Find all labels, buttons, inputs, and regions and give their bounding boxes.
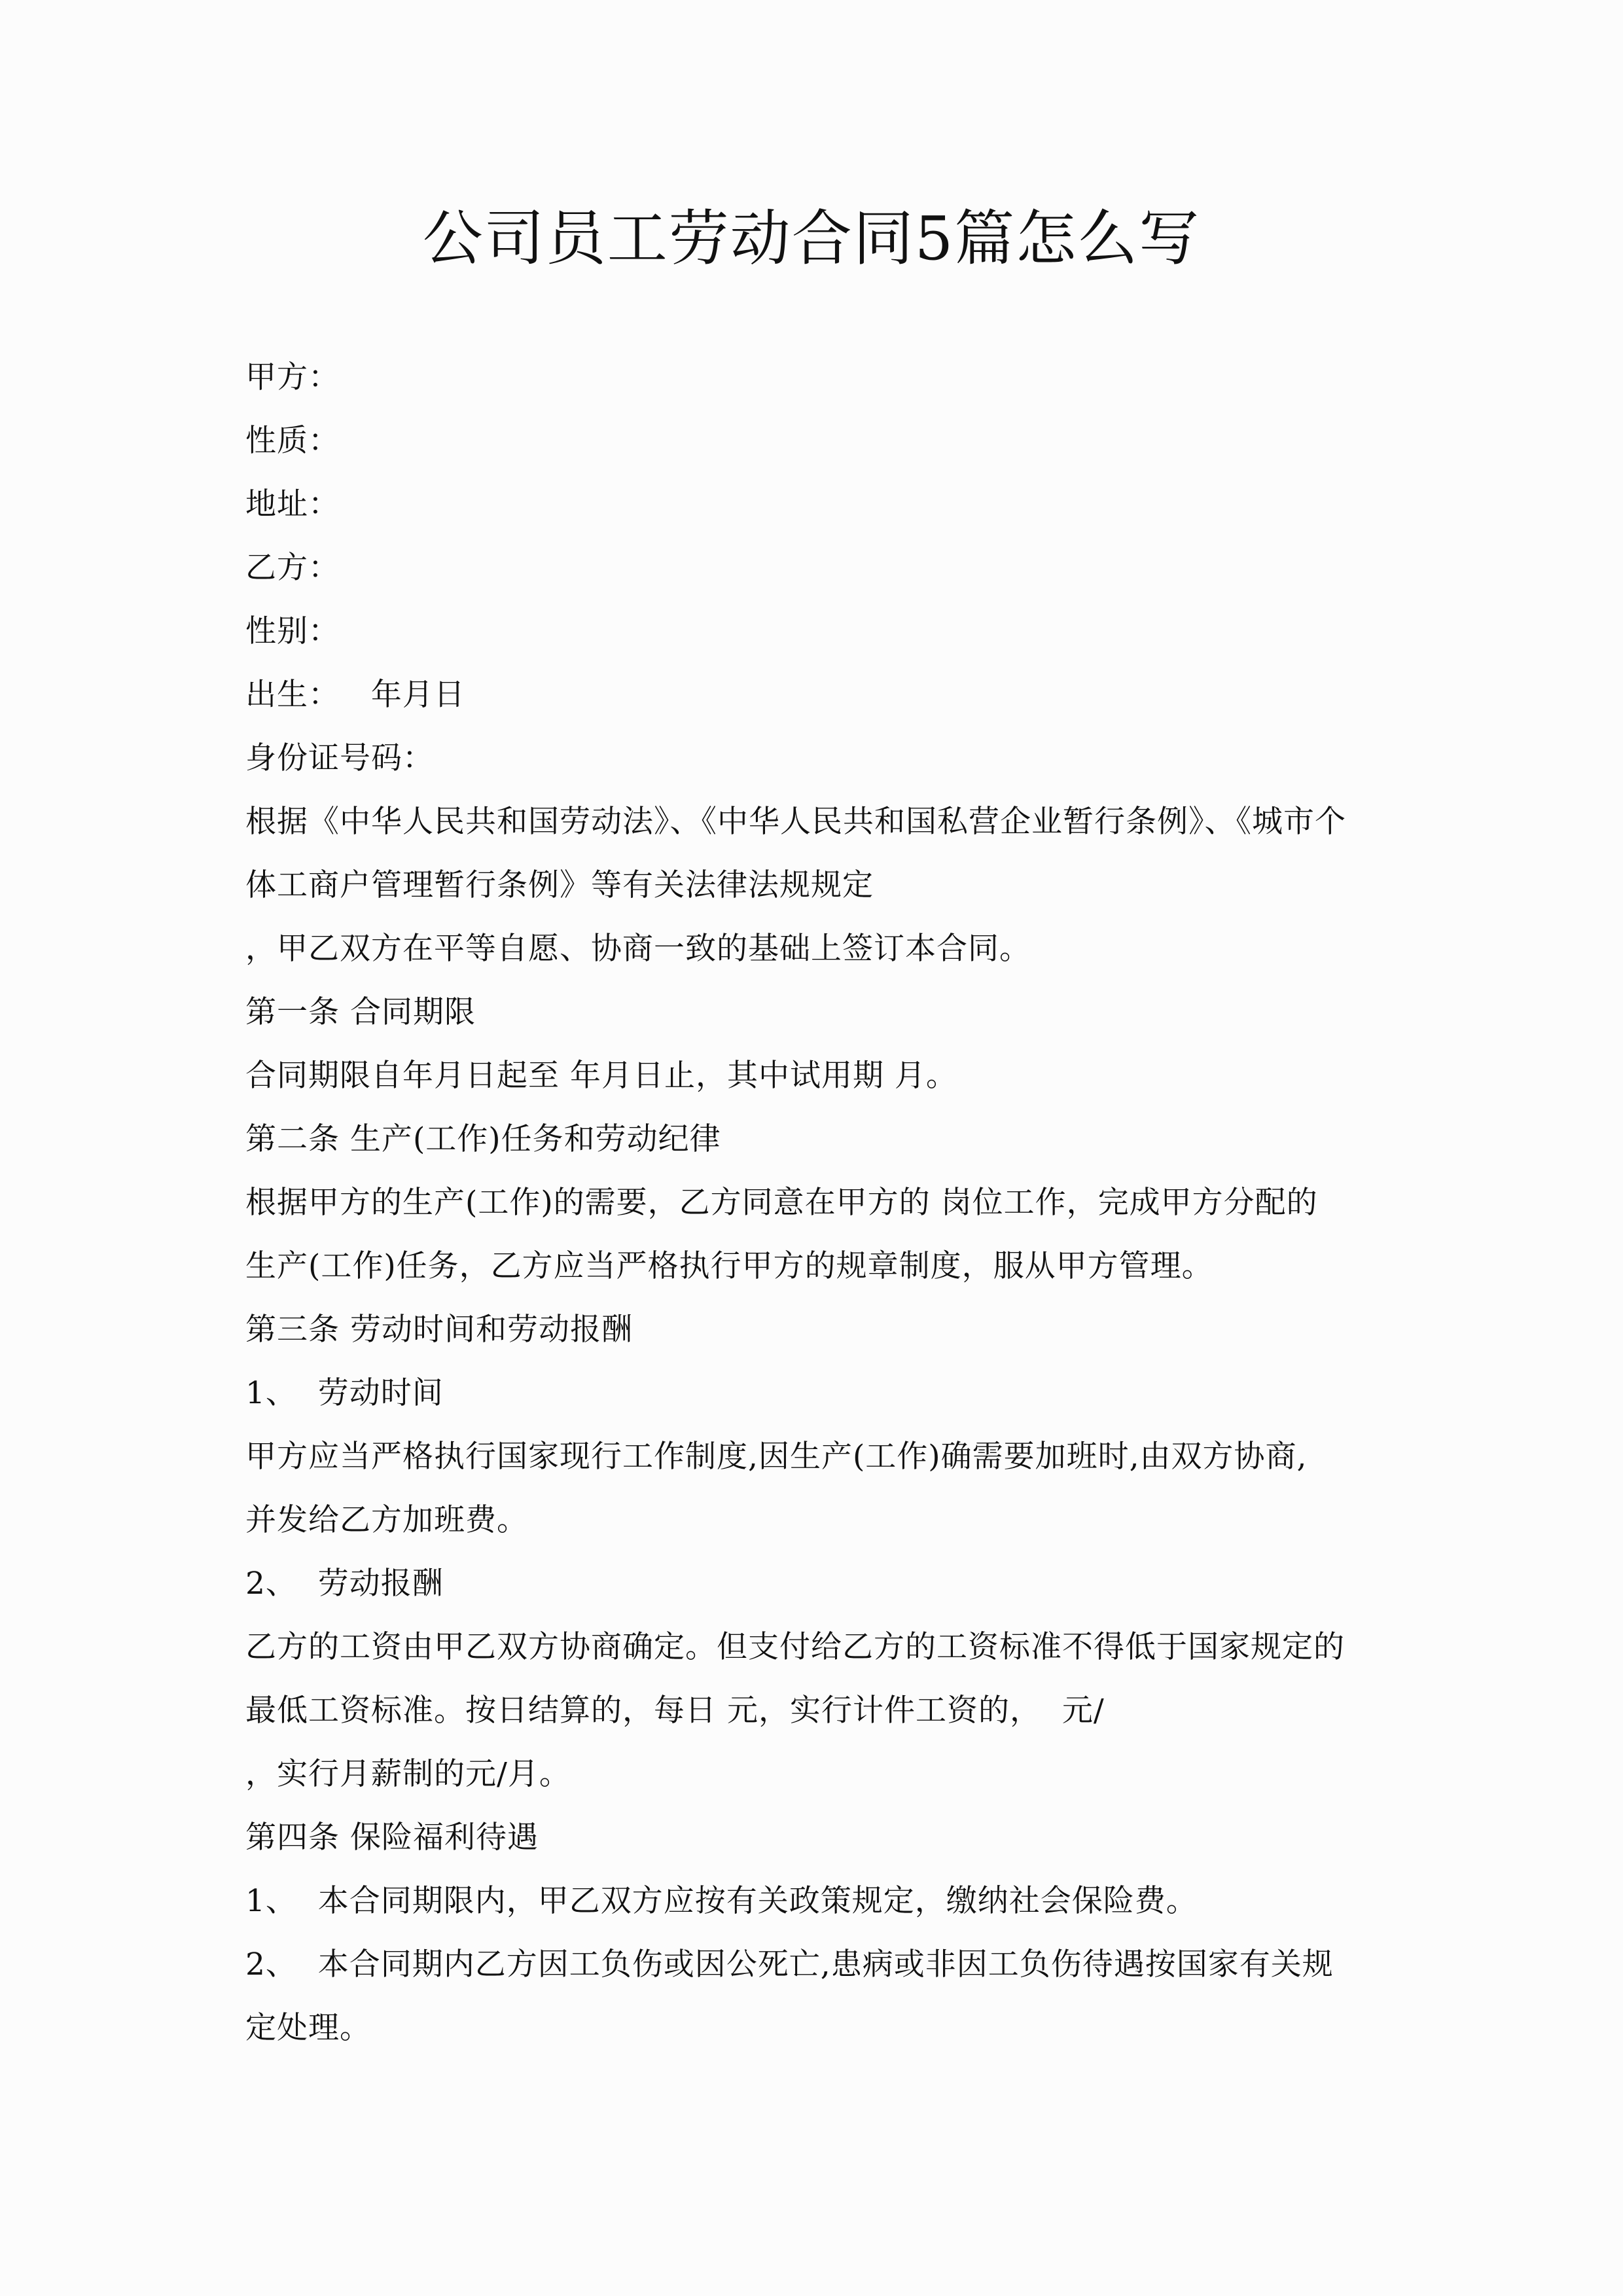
document-title: 公司员工劳动合同5篇怎么写 <box>422 204 1201 274</box>
field-id-number: 身份证号码： <box>245 740 434 776</box>
article-text: 定处理。 <box>245 2010 371 2046</box>
field-birth-date: 出生： 年月日 <box>245 677 465 713</box>
preamble-line: ，甲乙双方在平等自愿、协商一致的基础上签订本合同。 <box>245 931 1031 967</box>
preamble-line: 体工商户管理暂行条例》等有关法律法规规定 <box>245 867 874 903</box>
list-item: 1、 本合同期限内，甲乙双方应按有关政策规定，缴纳社会保险费。 <box>245 1883 1198 1919</box>
field-party-b: 乙方： <box>245 550 340 586</box>
article-text: ，实行月薪制的元/月。 <box>245 1756 571 1792</box>
article-text: 根据甲方的生产(工作)的需要，乙方同意在甲方的 岗位工作，完成甲方分配的 <box>245 1185 1318 1221</box>
subsection-heading: 2、 劳动报酬 <box>245 1566 444 1602</box>
article-text: 合同期限自年月日起至 年月日止，其中试用期 月。 <box>245 1058 957 1094</box>
field-nature: 性质： <box>245 423 340 459</box>
article-text: 并发给乙方加班费。 <box>245 1502 528 1538</box>
article-heading-3: 第三条 劳动时间和劳动报酬 <box>245 1312 633 1348</box>
article-text: 最低工资标准。按日结算的，每日 元，实行计件工资的， 元/ <box>245 1693 1105 1729</box>
subsection-heading: 1、 劳动时间 <box>245 1375 444 1411</box>
article-heading-1: 第一条 合同期限 <box>245 994 476 1030</box>
list-item: 2、 本合同期内乙方因工负伤或因公死亡,患病或非因工负伤待遇按国家有关规 <box>245 1946 1334 1982</box>
article-text: 甲方应当严格执行国家现行工作制度,因生产(工作)确需要加班时,由双方协商, <box>245 1439 1308 1475</box>
field-gender: 性别： <box>245 613 340 649</box>
article-heading-2: 第二条 生产(工作)任务和劳动纪律 <box>245 1121 721 1157</box>
field-address: 地址： <box>245 486 340 522</box>
article-text: 生产(工作)任务，乙方应当严格执行甲方的规章制度，服从甲方管理。 <box>245 1248 1213 1284</box>
preamble-line: 根据《中华人民共和国劳动法》、《中华人民共和国私营企业暂行条例》、《城市个 <box>245 804 1346 840</box>
article-heading-4: 第四条 保险福利待遇 <box>245 1820 539 1856</box>
document-body <box>245 346 1384 2060</box>
article-text: 乙方的工资由甲乙双方协商确定。但支付给乙方的工资标准不得低于国家规定的 <box>245 1629 1345 1665</box>
field-party-a: 甲方： <box>245 359 340 395</box>
